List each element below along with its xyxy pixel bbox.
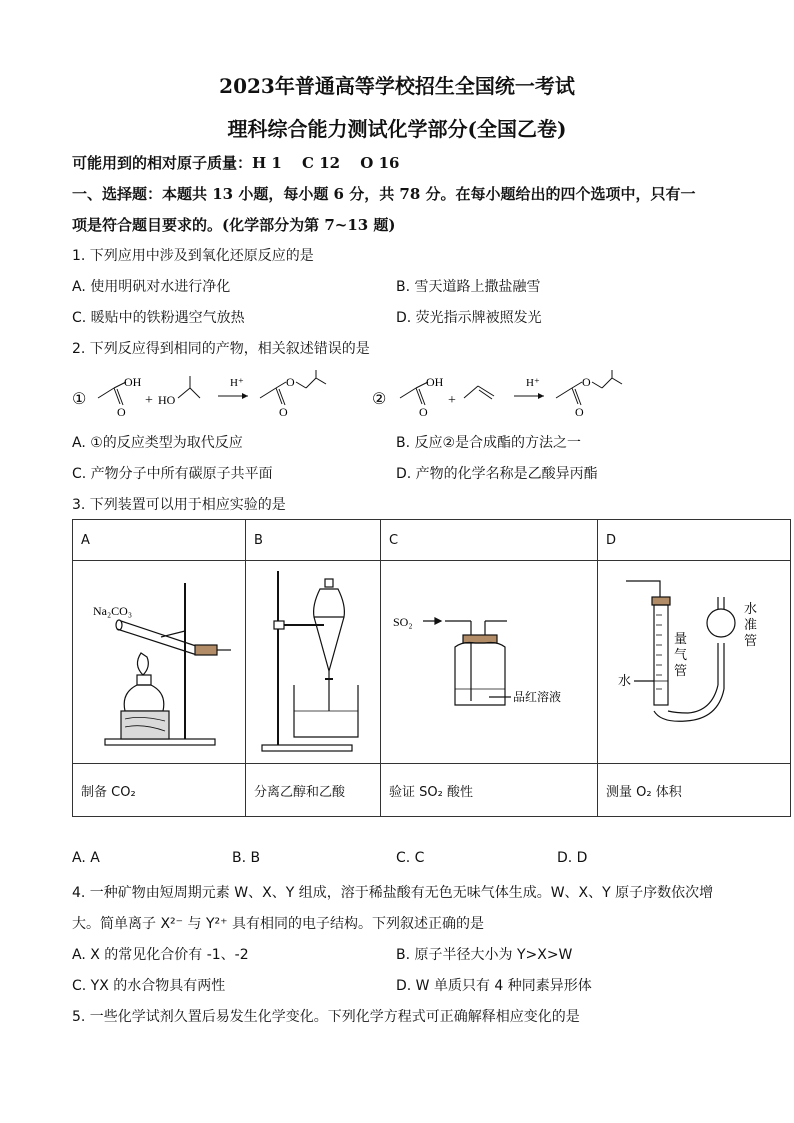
- q4-option-c[interactable]: C. YX 的水合物具有两性: [72, 978, 226, 994]
- apparatus-b-separatory-funnel: [254, 561, 372, 759]
- exam-title: 2023年普通高等学校招生全国统一考试: [219, 74, 575, 98]
- liangqi-label-2: 气: [674, 647, 688, 662]
- exam-subtitle: 理科综合能力测试化学部分(全国乙卷): [227, 117, 567, 141]
- q4-option-a[interactable]: A. X 的常见化合价有 -1、-2: [72, 947, 249, 963]
- caption-d: 测量 O₂ 体积: [598, 764, 791, 817]
- o-label-ester-2b: O: [575, 405, 584, 419]
- o-label-ester-1b: O: [279, 405, 288, 419]
- o-label-ester-1: O: [286, 375, 295, 389]
- reaction-2-label: ②: [372, 391, 387, 408]
- header-d: D: [598, 520, 791, 561]
- apparatus-a-heating-setup: [81, 561, 237, 759]
- q4-option-b[interactable]: B. 原子半径大小为 Y>X>W: [396, 947, 573, 963]
- q1-option-b[interactable]: B. 雪天道路上撒盐融雪: [396, 279, 541, 295]
- pinhong-label: 品红溶液: [513, 690, 562, 704]
- water-label: 水: [618, 673, 632, 688]
- catalyst-label-2: H⁺: [526, 377, 540, 389]
- q4-option-d[interactable]: D. W 单质只有 4 种同素异形体: [396, 978, 592, 994]
- apparatus-table: [72, 519, 791, 817]
- na2co3-label: Na₂CO₃: [93, 604, 133, 618]
- acetic-acid-2: [400, 382, 428, 405]
- q2-option-c[interactable]: C. 产物分子中所有碳原子共平面: [72, 466, 273, 482]
- q3-option-d[interactable]: D. D: [557, 850, 588, 866]
- q3-option-c[interactable]: C. C: [396, 850, 425, 866]
- question-4-stem-line2: 大。简单离子 X²⁻ 与 Y²⁺ 具有相同的电子结构。下列叙述正确的是: [72, 916, 484, 932]
- header-b: B: [246, 520, 381, 561]
- acetic-acid-1: [98, 382, 126, 405]
- reaction-equations: [70, 368, 670, 428]
- question-2-stem: 2. 下列反应得到相同的产物，相关叙述错误的是: [72, 341, 370, 357]
- o-label-2: O: [419, 405, 428, 419]
- atomic-mass-line: 可能用到的相对原子质量：H 1 C 12 O 16: [72, 154, 400, 172]
- caption-b: 分离乙醇和乙酸: [246, 764, 381, 817]
- question-5-stem: 5. 一些化学试剂久置后易发生化学变化。下列化学方程式可正确解释相应变化的是: [72, 1009, 580, 1025]
- shuizhun-label-2: 准: [744, 617, 758, 632]
- caption-a: 制备 CO₂: [73, 764, 246, 817]
- plus-sign-2: +: [448, 393, 456, 408]
- apparatus-d-cell: [598, 561, 791, 764]
- caption-c: 验证 SO₂ 酸性: [381, 764, 598, 817]
- liangqi-label-1: 量: [674, 631, 688, 646]
- ho-label: HO: [158, 393, 176, 407]
- o-label-1: O: [117, 405, 126, 419]
- q1-option-a[interactable]: A. 使用明矾对水进行净化: [72, 279, 231, 295]
- q2-option-d[interactable]: D. 产物的化学名称是乙酸异丙酯: [396, 466, 598, 482]
- arrow-head-1: [242, 393, 248, 399]
- reaction-1-label: ①: [72, 391, 87, 408]
- q1-option-c[interactable]: C. 暖贴中的铁粉遇空气放热: [72, 310, 245, 326]
- question-1-stem: 1. 下列应用中涉及到氧化还原反应的是: [72, 248, 314, 264]
- liangqi-label-3: 管: [674, 663, 688, 678]
- apparatus-c-cell: [381, 561, 598, 764]
- o-label-ester-2: O: [582, 375, 591, 389]
- section-heading-line2: 项是符合题目要求的。(化学部分为第 7~13 题): [72, 216, 396, 234]
- q1-option-d[interactable]: D. 荧光指示牌被照发光: [396, 310, 542, 326]
- q3-option-a[interactable]: A. A: [72, 850, 100, 866]
- section-heading-line1: 一、选择题：本题共 13 小题，每小题 6 分，共 78 分。在每小题给出的四个选项中，只有一: [72, 185, 696, 203]
- arrow-head-2: [538, 393, 544, 399]
- apparatus-c-gas-washing-bottle: [389, 561, 589, 759]
- catalyst-label-1: H⁺: [230, 377, 244, 389]
- so2-label: SO₂: [393, 615, 413, 629]
- apparatus-d-gas-burette: [606, 561, 782, 759]
- apparatus-b-cell: [246, 561, 381, 764]
- apparatus-a-cell: [73, 561, 246, 764]
- q2-option-b[interactable]: B. 反应②是合成酯的方法之一: [396, 435, 582, 451]
- shuizhun-label-1: 水: [744, 601, 758, 616]
- oh-label-2: OH: [426, 375, 444, 389]
- q2-option-a[interactable]: A. ①的反应类型为取代反应: [72, 435, 243, 451]
- oh-label-1: OH: [124, 375, 142, 389]
- header-c: C: [381, 520, 598, 561]
- question-3-stem: 3. 下列装置可以用于相应实验的是: [72, 497, 286, 513]
- header-a: A: [73, 520, 246, 561]
- question-4-stem-line1: 4. 一种矿物由短周期元素 W、X、Y 组成，溶于稀盐酸有无色无味气体生成。W、X、Y 原子序数依次增: [72, 885, 714, 901]
- propene: [464, 386, 494, 399]
- q3-option-b[interactable]: B. B: [232, 850, 261, 866]
- isopropanol: [178, 376, 200, 398]
- plus-sign-1: +: [145, 393, 153, 408]
- shuizhun-label-3: 管: [744, 633, 758, 648]
